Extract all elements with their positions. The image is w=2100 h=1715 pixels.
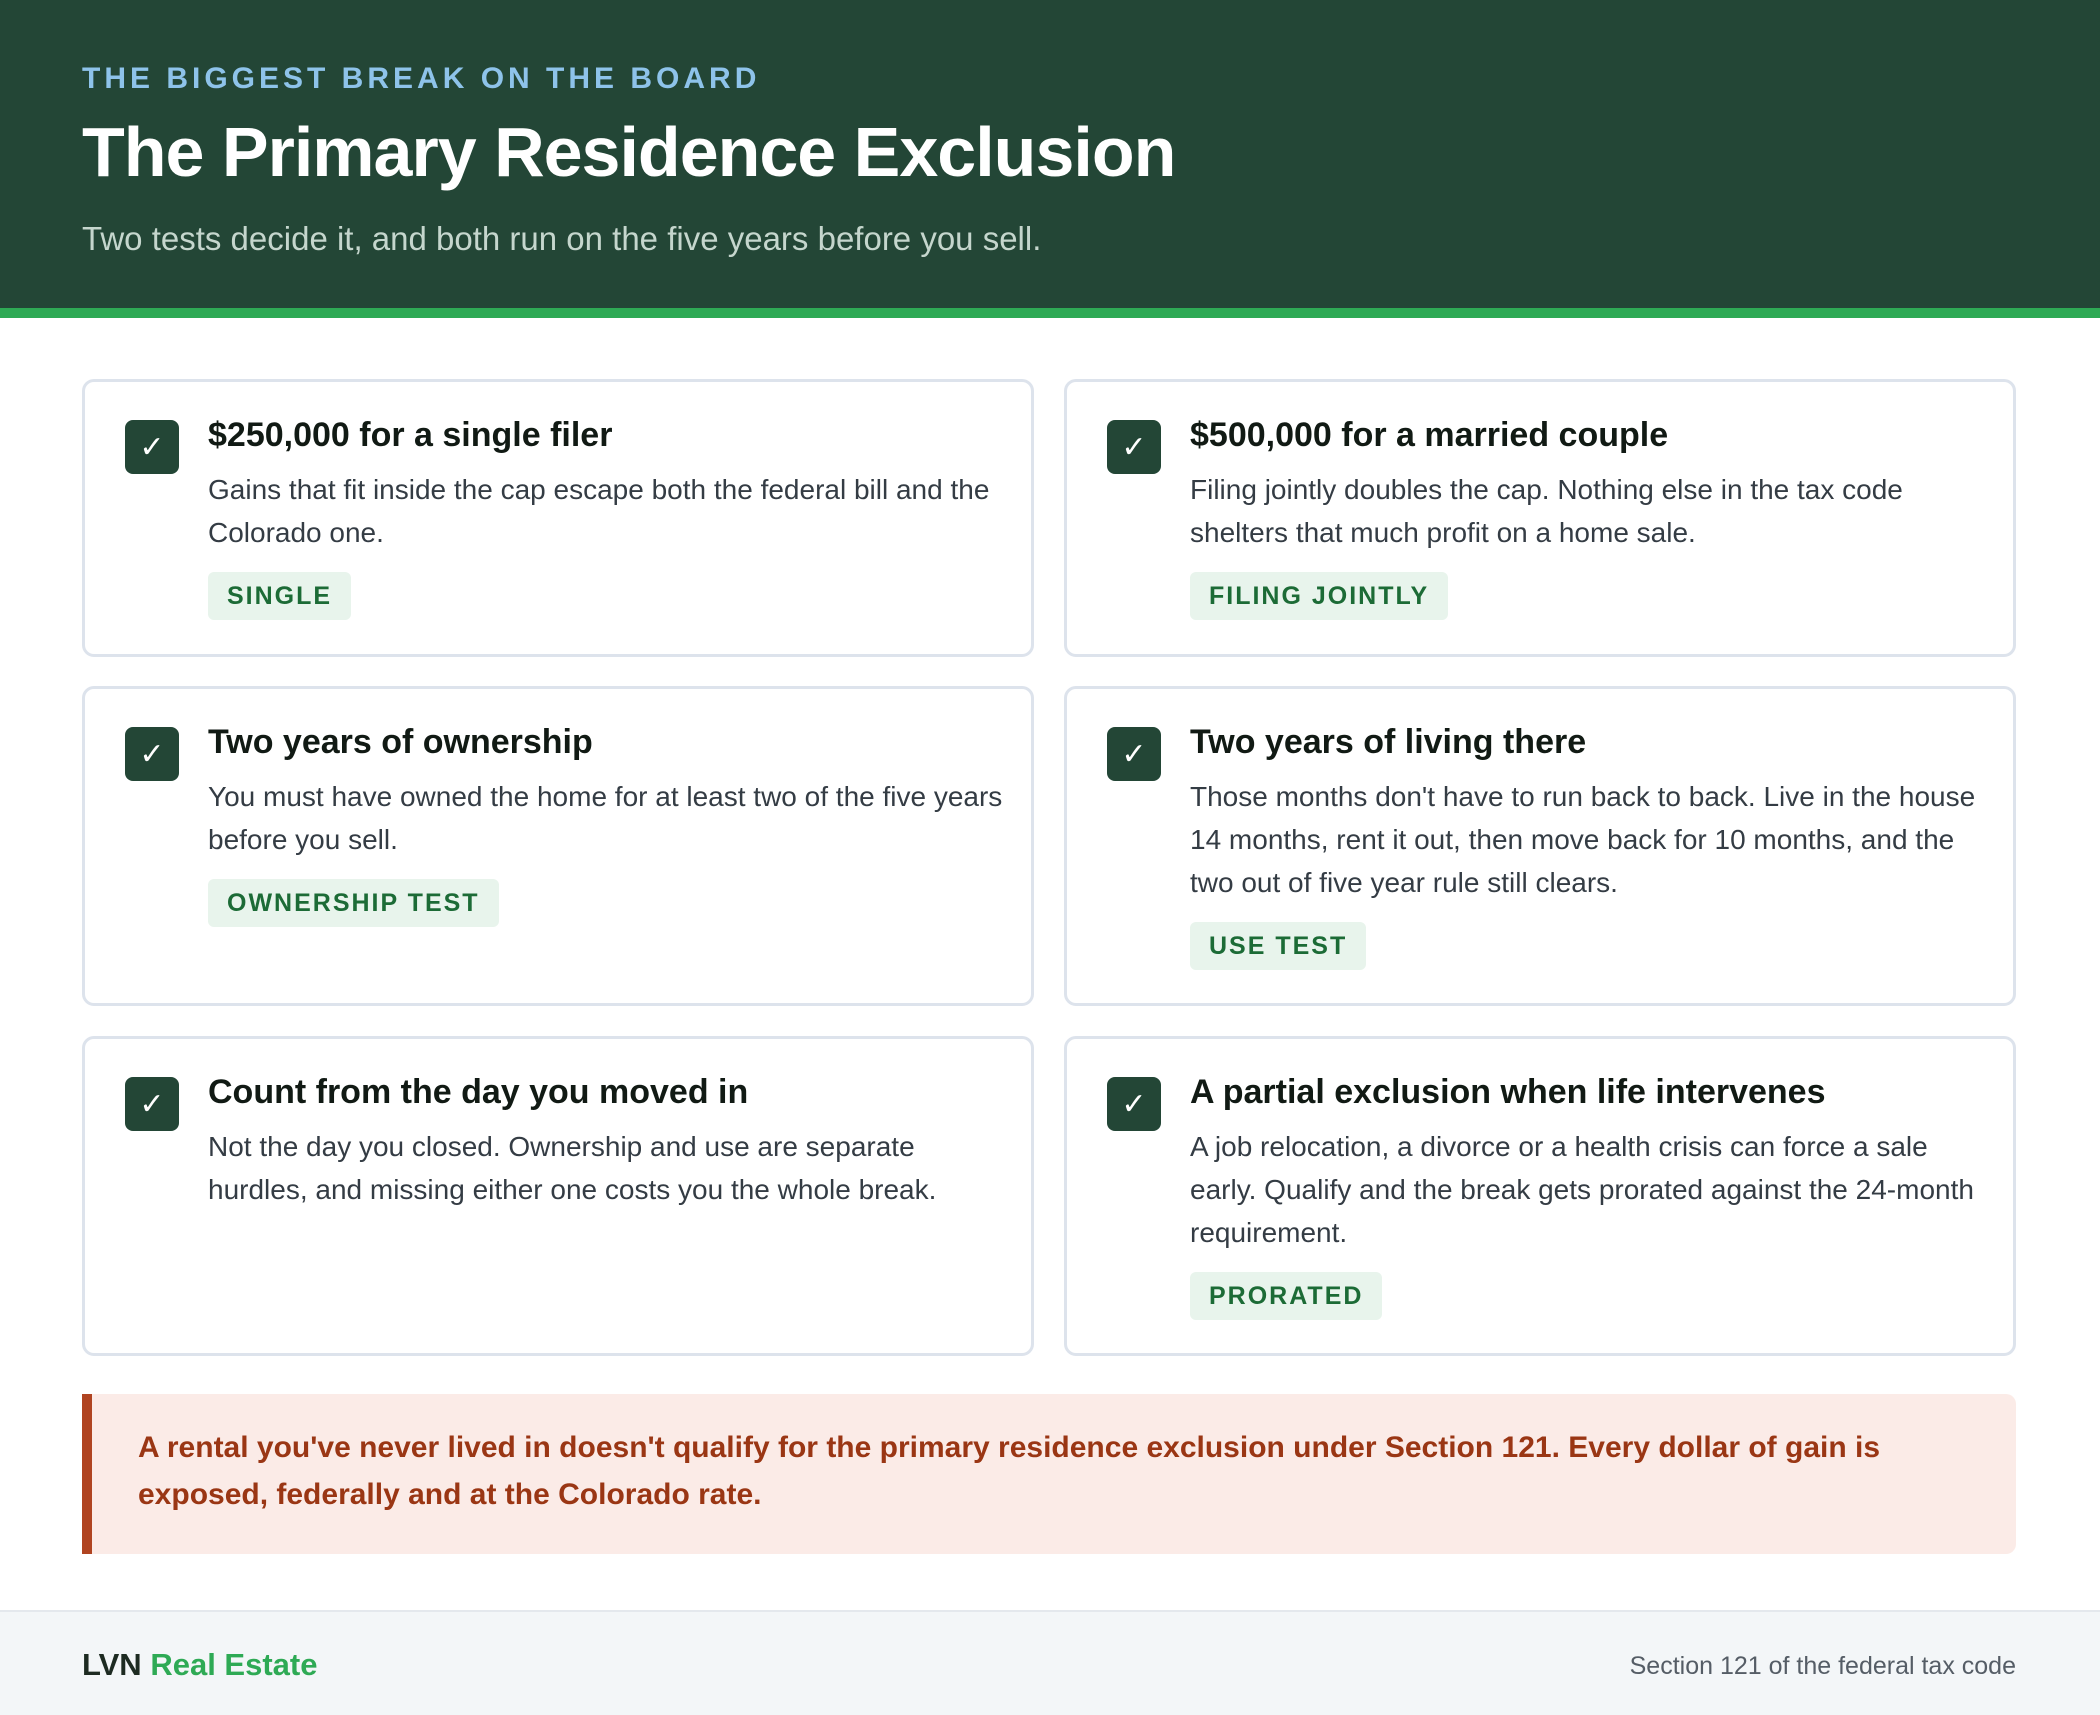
- check-icon: ✓: [125, 1077, 179, 1131]
- card-tag: SINGLE: [208, 572, 351, 620]
- check-icon: ✓: [1107, 1077, 1161, 1131]
- callout-text: A rental you've never lived in doesn't qualify for the primary residence exclusion under Section 121. Every dollar of gain is exposed, federally and at the Colorado rate.: [138, 1431, 1881, 1511]
- card-tag: USE TEST: [1190, 922, 1366, 970]
- card-text: You must have owned the home for at least two of the five years before you sell.: [208, 781, 1003, 855]
- card-text: A job relocation, a divorce or a health crisis can force a sale early. Qualify and the break gets prorated against the 24-month requirement.: [1190, 1131, 1974, 1248]
- card-partial-exclusion: [1064, 1036, 2016, 1356]
- check-icon: ✓: [125, 727, 179, 781]
- card-text: Gains that fit inside the cap escape both the federal bill and the Colorado one.: [208, 474, 990, 548]
- footer-note: Section 121 of the federal tax code: [1629, 1652, 2016, 1680]
- check-icon: ✓: [1107, 420, 1161, 474]
- card-title: Count from the day you moved in: [208, 1073, 749, 1111]
- brand-primary: LVN: [82, 1647, 142, 1682]
- check-icon: ✓: [125, 420, 179, 474]
- card-title: $250,000 for a single filer: [208, 416, 613, 454]
- eyebrow-label: THE BIGGEST BREAK ON THE BOARD: [82, 62, 761, 95]
- page-footer: [0, 1610, 2100, 1715]
- brand-logo: [82, 1647, 317, 1683]
- card-tag: PRORATED: [1190, 1272, 1382, 1320]
- card-text: Not the day you closed. Ownership and use are separate hurdles, and missing either one costs you the whole break.: [208, 1131, 937, 1205]
- card-title: Two years of ownership: [208, 723, 593, 761]
- card-title: A partial exclusion when life intervenes: [1190, 1073, 1826, 1111]
- card-text: Those months don't have to run back to back. Live in the house 14 months, rent it out, then move back for 10 months, and the two out of five year rule still clears.: [1190, 781, 1976, 898]
- card-move-in-date: [82, 1036, 1034, 1356]
- card-living-there: [1064, 686, 2016, 1006]
- card-married-couple: [1064, 379, 2016, 657]
- brand-secondary: Real Estate: [150, 1647, 318, 1682]
- card-title: Two years of living there: [1190, 723, 1587, 761]
- header-divider: [0, 308, 2100, 318]
- card-ownership: [82, 686, 1034, 1006]
- check-icon: ✓: [1107, 727, 1161, 781]
- card-tag: FILING JOINTLY: [1190, 572, 1448, 620]
- page-header: [0, 0, 2100, 308]
- card-tag: OWNERSHIP TEST: [208, 879, 499, 927]
- page-title: The Primary Residence Exclusion: [82, 113, 1176, 191]
- page-subtitle: Two tests decide it, and both run on the five years before you sell.: [82, 220, 1042, 257]
- card-text: Filing jointly doubles the cap. Nothing else in the tax code shelters that much profit on a home sale.: [1190, 474, 1903, 548]
- warning-callout: [82, 1394, 2016, 1554]
- card-title: $500,000 for a married couple: [1190, 416, 1669, 454]
- card-single-filer: [82, 379, 1034, 657]
